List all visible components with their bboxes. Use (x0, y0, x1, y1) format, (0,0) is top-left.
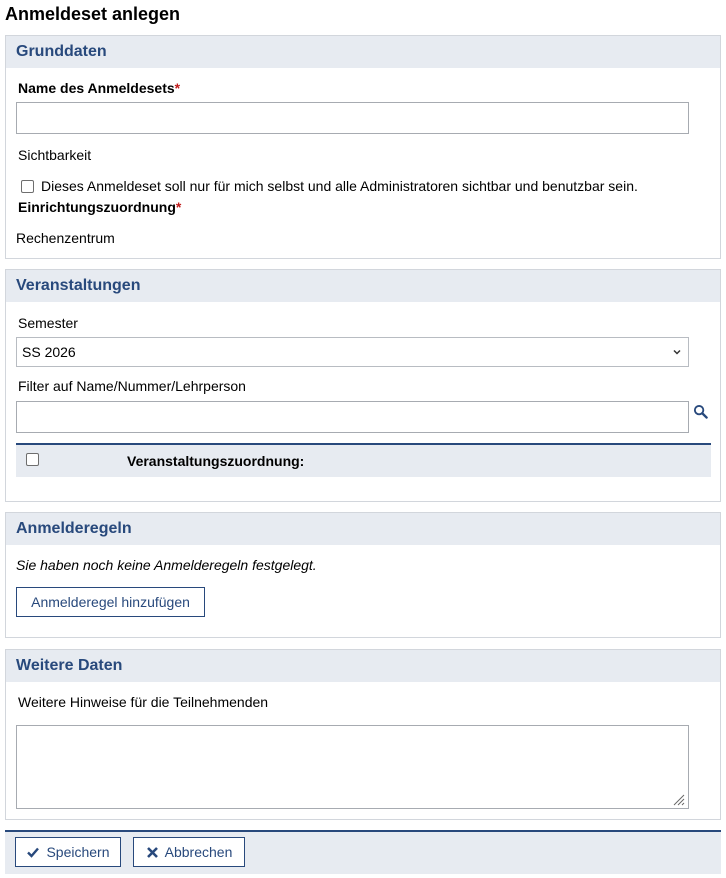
section-header (6, 36, 720, 68)
cancel-button-label: Abbrechen (164, 844, 233, 860)
section-grunddaten (5, 35, 721, 259)
name-label (18, 80, 180, 96)
required-mark: * (174, 80, 181, 96)
institution-label-text: Einrichtungszuordnung (18, 199, 176, 215)
name-label-text: Name des Anmeldesets (18, 80, 175, 96)
section-title: Anmelderegeln (16, 520, 132, 537)
close-icon (146, 846, 159, 859)
table-header-label: Veranstaltungszuordnung: (127, 453, 305, 469)
visibility-label: Sichtbarkeit (18, 147, 92, 163)
search-icon[interactable] (693, 404, 708, 419)
visibility-checkbox[interactable] (21, 180, 34, 193)
page-title: Anmeldeset anlegen (5, 4, 181, 24)
add-rule-button-label: Anmelderegel hinzufügen (31, 594, 190, 610)
filter-input[interactable] (16, 401, 689, 433)
cancel-button[interactable] (133, 837, 245, 867)
required-mark: * (175, 199, 182, 215)
section-title: Weitere Daten (16, 657, 123, 674)
select-all-checkbox[interactable] (26, 453, 39, 466)
section-title: Grunddaten (16, 43, 107, 60)
semester-label: Semester (18, 315, 78, 331)
semester-select[interactable] (16, 337, 689, 367)
notes-textarea[interactable] (16, 725, 689, 809)
check-icon (26, 845, 40, 859)
visibility-checkbox-label[interactable]: Dieses Anmeldeset soll nur für mich selbst und alle Administratoren sichtbar und benutzbar sein. (41, 178, 638, 194)
section-header (6, 513, 720, 545)
name-input[interactable] (16, 102, 689, 134)
section-header (6, 270, 720, 302)
filter-label: Filter auf Name/Nummer/Lehrperson (18, 378, 246, 394)
add-rule-button[interactable] (16, 587, 205, 617)
institution-value: Rechenzentrum (16, 230, 115, 246)
notes-label: Weitere Hinweise für die Teilnehmenden (18, 694, 269, 710)
save-button-label: Speichern (46, 844, 110, 860)
resize-handle-icon[interactable] (672, 793, 685, 806)
save-button[interactable] (15, 837, 121, 867)
institution-label (18, 199, 181, 215)
empty-rules-text: Sie haben noch keine Anmelderegeln festgelegt. (16, 557, 317, 573)
section-veranstaltungen (5, 269, 721, 502)
section-header (6, 650, 720, 682)
section-weitere-daten (5, 649, 721, 820)
section-anmelderegeln (5, 512, 721, 638)
section-title: Veranstaltungen (16, 277, 141, 294)
chevron-down-icon (672, 347, 682, 357)
semester-selected: SS 2026 (22, 344, 76, 360)
form-footer (5, 830, 721, 874)
table-header (16, 443, 711, 477)
